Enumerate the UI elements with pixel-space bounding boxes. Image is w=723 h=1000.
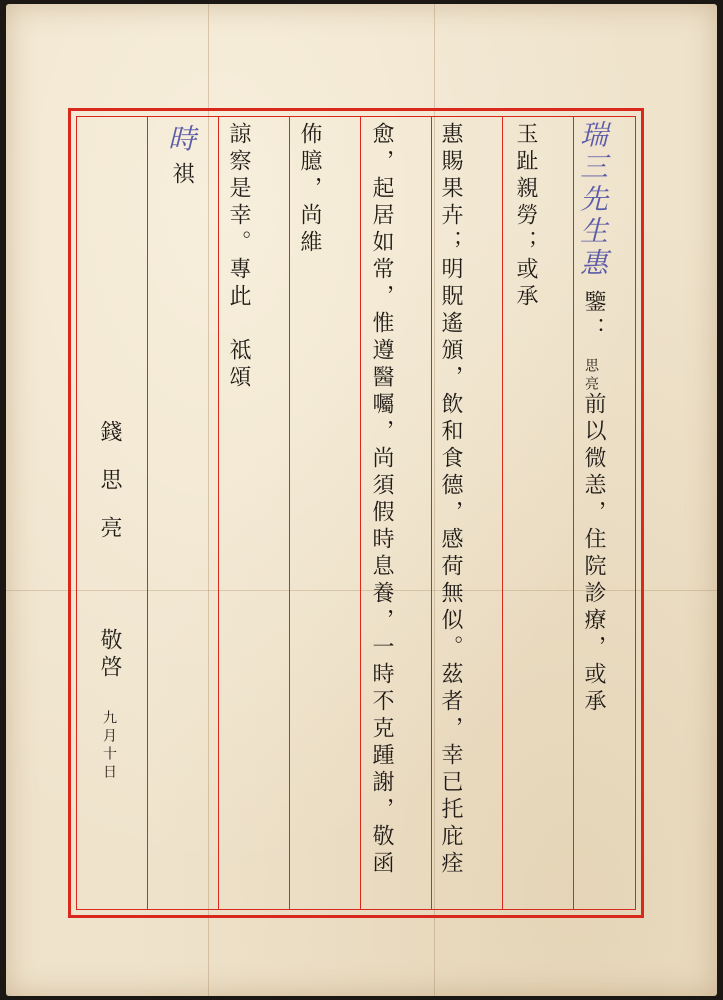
letter-column-4: 愈，起居如常，惟遵醫囑，尚須假時息養，一時不克踵謝，敬函 xyxy=(369,122,394,878)
closing-handwritten: 時 xyxy=(164,124,197,156)
column-rule xyxy=(147,116,148,910)
column-rule xyxy=(218,116,219,910)
signature-closing: 敬啓 xyxy=(97,628,122,682)
letter-column-3: 惠賜果卉；明貺遙頒，飲和食德，感荷無似。茲者，幸已托庇痊 xyxy=(438,122,463,878)
column-rule xyxy=(502,116,503,910)
letter-column-7: 祺 xyxy=(169,162,194,189)
column-rule xyxy=(431,116,432,910)
column-rule xyxy=(360,116,361,910)
salutation-handwritten: 瑞三先生惠 xyxy=(576,120,609,280)
letter-column-6: 諒察是幸。專此 祗頌 xyxy=(226,122,251,392)
sender-name-small: 思亮 xyxy=(583,358,599,394)
column-rule xyxy=(573,116,574,910)
signature-name: 錢思亮 xyxy=(97,420,122,564)
column-rule xyxy=(289,116,290,910)
letter-column-2: 玉趾親勞；或承 xyxy=(513,122,538,311)
letter-column-1: 前以微恙，住院診療，或承 xyxy=(581,392,606,716)
letter-date: 九月十日 xyxy=(101,710,117,782)
salutation-suffix: 鑒： xyxy=(581,290,606,344)
letterhead-inner-border xyxy=(76,116,636,910)
letter-column-5: 佈臆，尚維 xyxy=(297,122,322,257)
